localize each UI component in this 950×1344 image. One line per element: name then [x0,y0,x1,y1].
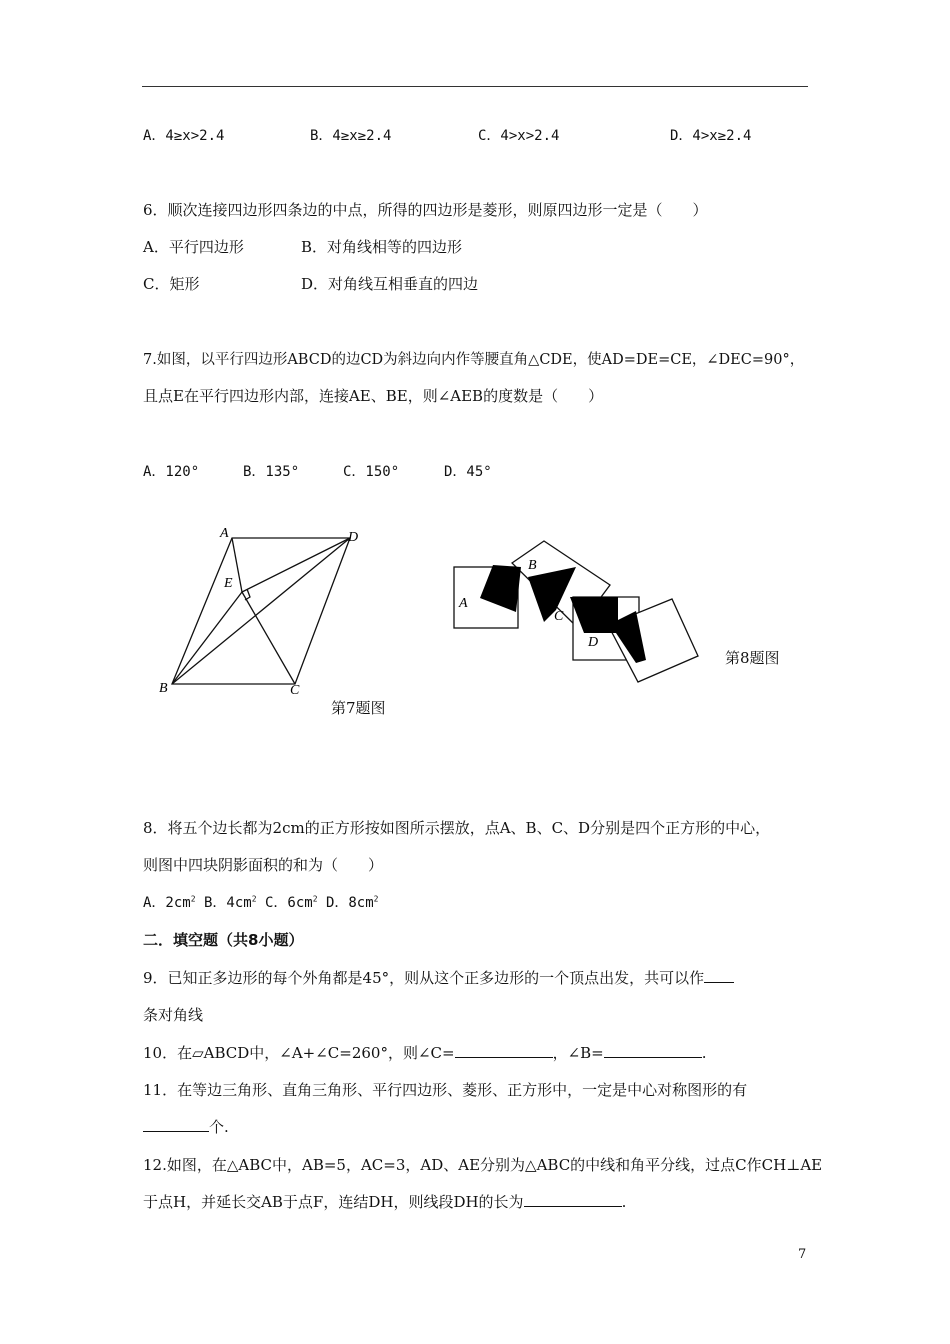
q12-text: 于点H，并延长交AB于点F，连结DH，则线段DH的长为 [143,1193,524,1211]
q7-option-d: D．45° [444,464,492,480]
fig8-label-c: C [554,609,564,624]
q6-option-b: B．对角线相等的四边形 [301,238,463,256]
q10-text-3: . [701,1044,707,1062]
fig8-label-b: B [528,558,537,573]
q8-option-d: D．$8cm^2$ [325,894,379,911]
q5-option-d: D．4>x≥2.4 [670,128,752,144]
q10-line [143,1042,707,1063]
q7-stem-line2: 且点E在平行四边形内部，连接AE、BE，则∠AEB的度数是（ ） [143,387,604,405]
q5-option-c: C．4>x>2.4 [478,128,560,144]
fig7-label-d: D [348,530,359,545]
figure-8-squares [450,535,710,690]
figure-7-parallelogram [150,520,380,700]
q7-option-b: B．135° [243,464,300,480]
q12-line2 [143,1191,626,1212]
q8-option-a: A．$2cm^2$ [143,894,196,911]
q12-end: . [621,1193,627,1211]
q8-option-c: C．$6cm^2$ [264,894,318,911]
q11-answer-blank[interactable] [143,1117,209,1132]
fig7-label-c: C [290,683,300,698]
fig8-label-a: A [459,596,468,611]
q7-option-a: A．120° [143,464,200,480]
q10-blank-b[interactable] [604,1043,702,1058]
q10-blank-c[interactable] [455,1043,553,1058]
q10-text-1: 10．在▱ABCD中，∠A+∠C=260°，则∠C= [143,1044,455,1062]
fig8-label-d: D [588,635,599,650]
q8-stem-line2: 则图中四块阴影面积的和为（ ） [143,856,384,874]
q9-line1 [143,967,734,988]
fig7-label-b: B [159,681,168,696]
q5-option-a: A．4≥x>2.4 [143,128,225,144]
q8-option-b: B．$4cm^2$ [203,894,257,911]
q12-answer-blank[interactable] [524,1192,622,1207]
q8-options [143,892,379,912]
q5-option-b: B．4≥x≥2.4 [310,128,392,144]
q6-option-a: A．平行四边形 [143,238,244,256]
page-number: 7 [798,1247,807,1262]
figure-8-caption: 第8题图 [725,649,780,667]
q11-line1: 11．在等边三角形、直角三角形、平行四边形、菱形、正方形中，一定是中心对称图形的有 [143,1081,748,1099]
fig7-label-e: E [224,576,233,591]
q7-stem-line1: 7.如图，以平行四边形ABCD的边CD为斜边向内作等腰直角△CDE，使AD=DE=CE，∠DEC=90°， [143,352,805,368]
q9-line2: 条对角线 [143,1006,204,1024]
section-2-heading: 二．填空题（共8小题） [143,931,304,949]
q9-text: 9．已知正多边形的每个外角都是45°，则从这个正多边形的一个顶点出发，共可以作 [143,969,705,987]
q11-suffix: 个. [209,1118,229,1136]
q7-option-c: C．150° [343,464,400,480]
figure-7-caption: 第7题图 [331,699,386,717]
q12-line1: 12.如图，在△ABC中，AB=5，AC=3，AD、AE分别为△ABC的中线和角平分线，过点C作CH⊥AE [143,1156,823,1174]
fig7-label-a: A [220,526,229,541]
q8-stem-line1: 8．将五个边长都为2cm的正方形按如图所示摆放，点A、B、C、D分别是四个正方形的中心， [143,819,771,837]
q11-line2 [143,1116,229,1137]
q6-option-d: D．对角线互相垂直的四边 [301,275,479,293]
header-rule [142,86,808,87]
q6-option-c: C．矩形 [143,275,200,293]
q6-stem: 6．顺次连接四边形四条边的中点，所得的四边形是菱形，则原四边形一定是（ ） [143,201,708,219]
q9-answer-blank[interactable] [704,968,734,983]
q10-text-2: ，∠B= [552,1044,604,1062]
